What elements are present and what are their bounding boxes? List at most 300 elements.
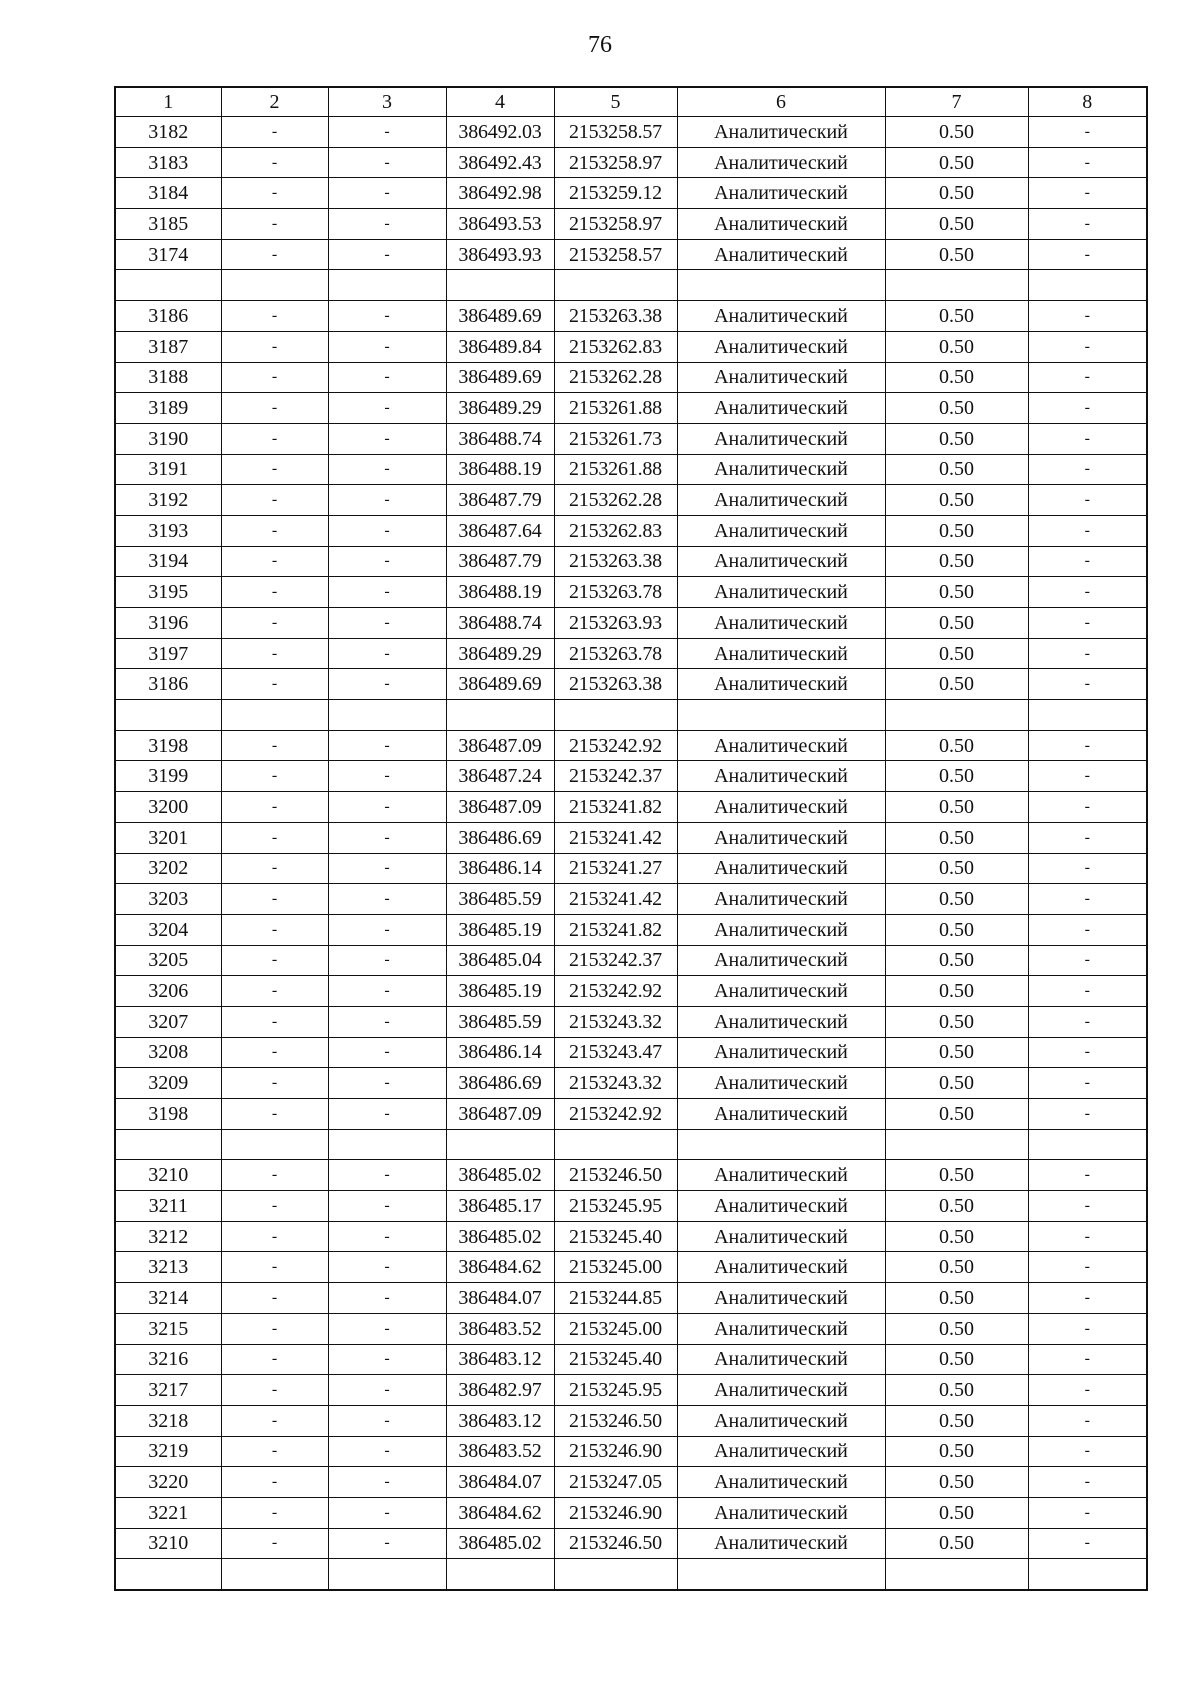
col-3-cell: - bbox=[328, 515, 446, 546]
col-8-cell: - bbox=[1028, 239, 1147, 270]
col-2-cell: - bbox=[221, 147, 328, 178]
table-row bbox=[115, 1283, 1147, 1314]
table-row bbox=[115, 1160, 1147, 1191]
col-3-cell: - bbox=[328, 147, 446, 178]
y-coordinate-cell: 2153259.12 bbox=[554, 178, 677, 209]
table-row bbox=[115, 393, 1147, 424]
method-cell: Аналитический bbox=[677, 454, 885, 485]
y-coordinate-cell: 2153262.83 bbox=[554, 331, 677, 362]
y-coordinate-cell: 2153245.00 bbox=[554, 1313, 677, 1344]
col-3-cell: - bbox=[328, 454, 446, 485]
table-row bbox=[115, 423, 1147, 454]
accuracy-cell: 0.50 bbox=[885, 1099, 1028, 1130]
x-coordinate-cell: 386487.09 bbox=[446, 792, 554, 823]
table-row bbox=[115, 1405, 1147, 1436]
col-3-cell: - bbox=[328, 485, 446, 516]
table-row bbox=[115, 117, 1147, 148]
col-8-cell: - bbox=[1028, 853, 1147, 884]
method-cell: Аналитический bbox=[677, 1313, 885, 1344]
y-coordinate-cell: 2153261.73 bbox=[554, 423, 677, 454]
x-coordinate-cell: 386485.17 bbox=[446, 1191, 554, 1222]
x-coordinate-cell: 386483.52 bbox=[446, 1313, 554, 1344]
x-coordinate-cell: 386484.62 bbox=[446, 1252, 554, 1283]
x-coordinate-cell bbox=[446, 1129, 554, 1160]
col-2-cell: - bbox=[221, 1528, 328, 1559]
point-number-cell: 3210 bbox=[115, 1528, 221, 1559]
table-row bbox=[115, 331, 1147, 362]
y-coordinate-cell: 2153242.92 bbox=[554, 976, 677, 1007]
x-coordinate-cell: 386484.07 bbox=[446, 1467, 554, 1498]
col-2-cell: - bbox=[221, 393, 328, 424]
point-number-cell: 3204 bbox=[115, 914, 221, 945]
method-cell: Аналитический bbox=[677, 1252, 885, 1283]
accuracy-cell: 0.50 bbox=[885, 1313, 1028, 1344]
col-8-cell: - bbox=[1028, 1099, 1147, 1130]
accuracy-cell: 0.50 bbox=[885, 792, 1028, 823]
point-number-cell: 3183 bbox=[115, 147, 221, 178]
x-coordinate-cell bbox=[446, 1559, 554, 1590]
table-row bbox=[115, 853, 1147, 884]
col-3-cell: - bbox=[328, 393, 446, 424]
col-2-cell bbox=[221, 1129, 328, 1160]
col-2-cell: - bbox=[221, 362, 328, 393]
y-coordinate-cell: 2153261.88 bbox=[554, 393, 677, 424]
point-number-cell: 3202 bbox=[115, 853, 221, 884]
method-cell: Аналитический bbox=[677, 1436, 885, 1467]
x-coordinate-cell: 386485.59 bbox=[446, 884, 554, 915]
y-coordinate-cell: 2153246.50 bbox=[554, 1160, 677, 1191]
col-3-cell: - bbox=[328, 1221, 446, 1252]
point-number-cell: 3210 bbox=[115, 1160, 221, 1191]
table-row bbox=[115, 945, 1147, 976]
col-3-cell: - bbox=[328, 945, 446, 976]
method-cell: Аналитический bbox=[677, 577, 885, 608]
y-coordinate-cell bbox=[554, 270, 677, 301]
col-8-cell: - bbox=[1028, 362, 1147, 393]
point-number-cell: 3206 bbox=[115, 976, 221, 1007]
method-cell: Аналитический bbox=[677, 1283, 885, 1314]
col-8-cell: - bbox=[1028, 822, 1147, 853]
separator-row bbox=[115, 1129, 1147, 1160]
separator-row bbox=[115, 1559, 1147, 1590]
table-row bbox=[115, 1375, 1147, 1406]
table-row bbox=[115, 301, 1147, 332]
col-2-cell: - bbox=[221, 608, 328, 639]
point-number-cell: 3221 bbox=[115, 1497, 221, 1528]
col-3-cell: - bbox=[328, 608, 446, 639]
table-row bbox=[115, 761, 1147, 792]
method-cell: Аналитический bbox=[677, 546, 885, 577]
x-coordinate-cell: 386489.69 bbox=[446, 669, 554, 700]
accuracy-cell: 0.50 bbox=[885, 147, 1028, 178]
point-number-cell: 3195 bbox=[115, 577, 221, 608]
column-header-5: 5 bbox=[554, 87, 677, 117]
col-2-cell: - bbox=[221, 331, 328, 362]
y-coordinate-cell: 2153246.90 bbox=[554, 1436, 677, 1467]
col-3-cell bbox=[328, 700, 446, 731]
col-2-cell: - bbox=[221, 301, 328, 332]
point-number-cell: 3191 bbox=[115, 454, 221, 485]
point-number-cell bbox=[115, 700, 221, 731]
point-number-cell: 3214 bbox=[115, 1283, 221, 1314]
y-coordinate-cell bbox=[554, 700, 677, 731]
method-cell: Аналитический bbox=[677, 1006, 885, 1037]
col-2-cell: - bbox=[221, 1375, 328, 1406]
method-cell: Аналитический bbox=[677, 1160, 885, 1191]
col-8-cell: - bbox=[1028, 1037, 1147, 1068]
x-coordinate-cell bbox=[446, 700, 554, 731]
accuracy-cell: 0.50 bbox=[885, 945, 1028, 976]
table-row bbox=[115, 515, 1147, 546]
col-8-cell: - bbox=[1028, 1344, 1147, 1375]
col-2-cell: - bbox=[221, 914, 328, 945]
col-3-cell: - bbox=[328, 577, 446, 608]
y-coordinate-cell: 2153243.32 bbox=[554, 1068, 677, 1099]
col-2-cell bbox=[221, 1559, 328, 1590]
accuracy-cell: 0.50 bbox=[885, 1006, 1028, 1037]
col-8-cell: - bbox=[1028, 761, 1147, 792]
accuracy-cell: 0.50 bbox=[885, 1375, 1028, 1406]
y-coordinate-cell: 2153246.90 bbox=[554, 1497, 677, 1528]
y-coordinate-cell: 2153247.05 bbox=[554, 1467, 677, 1498]
col-3-cell: - bbox=[328, 117, 446, 148]
point-number-cell: 3194 bbox=[115, 546, 221, 577]
x-coordinate-cell: 386488.74 bbox=[446, 423, 554, 454]
method-cell: Аналитический bbox=[677, 608, 885, 639]
y-coordinate-cell: 2153258.97 bbox=[554, 147, 677, 178]
col-2-cell: - bbox=[221, 515, 328, 546]
accuracy-cell: 0.50 bbox=[885, 1344, 1028, 1375]
x-coordinate-cell: 386485.19 bbox=[446, 914, 554, 945]
method-cell: Аналитический bbox=[677, 515, 885, 546]
y-coordinate-cell: 2153245.40 bbox=[554, 1344, 677, 1375]
x-coordinate-cell: 386492.98 bbox=[446, 178, 554, 209]
y-coordinate-cell: 2153242.37 bbox=[554, 945, 677, 976]
page-number: 76 bbox=[588, 32, 612, 58]
x-coordinate-cell: 386487.64 bbox=[446, 515, 554, 546]
method-cell: Аналитический bbox=[677, 884, 885, 915]
col-2-cell: - bbox=[221, 485, 328, 516]
col-3-cell: - bbox=[328, 178, 446, 209]
y-coordinate-cell bbox=[554, 1559, 677, 1590]
accuracy-cell: 0.50 bbox=[885, 331, 1028, 362]
x-coordinate-cell: 386485.19 bbox=[446, 976, 554, 1007]
point-number-cell: 3186 bbox=[115, 669, 221, 700]
y-coordinate-cell: 2153258.57 bbox=[554, 239, 677, 270]
x-coordinate-cell: 386486.69 bbox=[446, 822, 554, 853]
accuracy-cell: 0.50 bbox=[885, 393, 1028, 424]
method-cell: Аналитический bbox=[677, 792, 885, 823]
point-number-cell: 3189 bbox=[115, 393, 221, 424]
col-3-cell: - bbox=[328, 761, 446, 792]
col-3-cell: - bbox=[328, 1099, 446, 1130]
x-coordinate-cell: 386487.09 bbox=[446, 730, 554, 761]
method-cell: Аналитический bbox=[677, 1221, 885, 1252]
x-coordinate-cell: 386485.04 bbox=[446, 945, 554, 976]
method-cell: Аналитический bbox=[677, 147, 885, 178]
accuracy-cell: 0.50 bbox=[885, 976, 1028, 1007]
col-2-cell: - bbox=[221, 209, 328, 240]
method-cell: Аналитический bbox=[677, 393, 885, 424]
y-coordinate-cell: 2153242.37 bbox=[554, 761, 677, 792]
table-row bbox=[115, 1006, 1147, 1037]
column-header-4: 4 bbox=[446, 87, 554, 117]
point-number-cell: 3186 bbox=[115, 301, 221, 332]
table-row bbox=[115, 209, 1147, 240]
col-3-cell: - bbox=[328, 1252, 446, 1283]
y-coordinate-cell: 2153263.78 bbox=[554, 638, 677, 669]
col-2-cell bbox=[221, 700, 328, 731]
method-cell: Аналитический bbox=[677, 914, 885, 945]
accuracy-cell: 0.50 bbox=[885, 1160, 1028, 1191]
col-2-cell: - bbox=[221, 1313, 328, 1344]
point-number-cell: 3188 bbox=[115, 362, 221, 393]
method-cell: Аналитический bbox=[677, 423, 885, 454]
col-8-cell: - bbox=[1028, 546, 1147, 577]
y-coordinate-cell: 2153263.38 bbox=[554, 546, 677, 577]
y-coordinate-cell: 2153245.95 bbox=[554, 1375, 677, 1406]
col-3-cell: - bbox=[328, 239, 446, 270]
accuracy-cell: 0.50 bbox=[885, 1405, 1028, 1436]
table-row bbox=[115, 1068, 1147, 1099]
col-2-cell bbox=[221, 270, 328, 301]
col-2-cell: - bbox=[221, 1252, 328, 1283]
col-3-cell: - bbox=[328, 1037, 446, 1068]
col-2-cell: - bbox=[221, 792, 328, 823]
accuracy-cell: 0.50 bbox=[885, 608, 1028, 639]
accuracy-cell: 0.50 bbox=[885, 669, 1028, 700]
x-coordinate-cell: 386487.09 bbox=[446, 1099, 554, 1130]
x-coordinate-cell: 386493.93 bbox=[446, 239, 554, 270]
x-coordinate-cell: 386489.69 bbox=[446, 301, 554, 332]
col-8-cell: - bbox=[1028, 301, 1147, 332]
method-cell bbox=[677, 1129, 885, 1160]
col-8-cell: - bbox=[1028, 945, 1147, 976]
table-row bbox=[115, 1191, 1147, 1222]
x-coordinate-cell: 386483.12 bbox=[446, 1405, 554, 1436]
y-coordinate-cell: 2153263.78 bbox=[554, 577, 677, 608]
col-2-cell: - bbox=[221, 1467, 328, 1498]
column-header-2: 2 bbox=[221, 87, 328, 117]
col-2-cell: - bbox=[221, 1037, 328, 1068]
point-number-cell bbox=[115, 270, 221, 301]
method-cell: Аналитический bbox=[677, 1344, 885, 1375]
x-coordinate-cell: 386492.03 bbox=[446, 117, 554, 148]
method-cell: Аналитический bbox=[677, 178, 885, 209]
accuracy-cell: 0.50 bbox=[885, 1497, 1028, 1528]
accuracy-cell: 0.50 bbox=[885, 1252, 1028, 1283]
point-number-cell: 3217 bbox=[115, 1375, 221, 1406]
col-3-cell: - bbox=[328, 1191, 446, 1222]
col-8-cell: - bbox=[1028, 638, 1147, 669]
col-3-cell: - bbox=[328, 1006, 446, 1037]
x-coordinate-cell: 386485.02 bbox=[446, 1221, 554, 1252]
table-row bbox=[115, 1037, 1147, 1068]
accuracy-cell: 0.50 bbox=[885, 914, 1028, 945]
col-3-cell: - bbox=[328, 1160, 446, 1191]
col-2-cell: - bbox=[221, 669, 328, 700]
x-coordinate-cell: 386489.29 bbox=[446, 393, 554, 424]
col-3-cell bbox=[328, 1129, 446, 1160]
col-3-cell: - bbox=[328, 853, 446, 884]
column-header-7: 7 bbox=[885, 87, 1028, 117]
table-row bbox=[115, 914, 1147, 945]
x-coordinate-cell: 386489.84 bbox=[446, 331, 554, 362]
column-header-6: 6 bbox=[677, 87, 885, 117]
method-cell: Аналитический bbox=[677, 1467, 885, 1498]
method-cell: Аналитический bbox=[677, 669, 885, 700]
col-8-cell: - bbox=[1028, 454, 1147, 485]
method-cell: Аналитический bbox=[677, 1037, 885, 1068]
col-2-cell: - bbox=[221, 822, 328, 853]
x-coordinate-cell: 386485.59 bbox=[446, 1006, 554, 1037]
col-3-cell: - bbox=[328, 301, 446, 332]
x-coordinate-cell: 386483.12 bbox=[446, 1344, 554, 1375]
point-number-cell: 3187 bbox=[115, 331, 221, 362]
method-cell: Аналитический bbox=[677, 239, 885, 270]
accuracy-cell: 0.50 bbox=[885, 853, 1028, 884]
col-8-cell: - bbox=[1028, 577, 1147, 608]
col-2-cell: - bbox=[221, 1405, 328, 1436]
accuracy-cell bbox=[885, 1129, 1028, 1160]
col-3-cell: - bbox=[328, 884, 446, 915]
col-3-cell: - bbox=[328, 638, 446, 669]
point-number-cell bbox=[115, 1559, 221, 1590]
method-cell: Аналитический bbox=[677, 1191, 885, 1222]
table-row bbox=[115, 239, 1147, 270]
col-2-cell: - bbox=[221, 1283, 328, 1314]
col-2-cell: - bbox=[221, 1099, 328, 1130]
col-2-cell: - bbox=[221, 546, 328, 577]
method-cell: Аналитический bbox=[677, 362, 885, 393]
col-8-cell: - bbox=[1028, 515, 1147, 546]
col-8-cell: - bbox=[1028, 1191, 1147, 1222]
table-row bbox=[115, 608, 1147, 639]
accuracy-cell: 0.50 bbox=[885, 209, 1028, 240]
col-8-cell: - bbox=[1028, 1283, 1147, 1314]
table-row bbox=[115, 577, 1147, 608]
method-cell: Аналитический bbox=[677, 301, 885, 332]
col-8-cell bbox=[1028, 1559, 1147, 1590]
method-cell: Аналитический bbox=[677, 761, 885, 792]
point-number-cell: 3193 bbox=[115, 515, 221, 546]
col-8-cell bbox=[1028, 1129, 1147, 1160]
col-8-cell: - bbox=[1028, 117, 1147, 148]
method-cell: Аналитический bbox=[677, 485, 885, 516]
table-row bbox=[115, 485, 1147, 516]
col-3-cell: - bbox=[328, 1436, 446, 1467]
col-2-cell: - bbox=[221, 761, 328, 792]
accuracy-cell bbox=[885, 1559, 1028, 1590]
point-number-cell: 3182 bbox=[115, 117, 221, 148]
col-3-cell: - bbox=[328, 1528, 446, 1559]
x-coordinate-cell: 386484.62 bbox=[446, 1497, 554, 1528]
col-2-cell: - bbox=[221, 1436, 328, 1467]
col-8-cell: - bbox=[1028, 209, 1147, 240]
table-row bbox=[115, 976, 1147, 1007]
col-8-cell: - bbox=[1028, 1436, 1147, 1467]
accuracy-cell bbox=[885, 700, 1028, 731]
accuracy-cell: 0.50 bbox=[885, 1467, 1028, 1498]
accuracy-cell: 0.50 bbox=[885, 1283, 1028, 1314]
point-number-cell: 3208 bbox=[115, 1037, 221, 1068]
col-8-cell: - bbox=[1028, 1252, 1147, 1283]
point-number-cell: 3211 bbox=[115, 1191, 221, 1222]
col-3-cell: - bbox=[328, 730, 446, 761]
table-row bbox=[115, 1497, 1147, 1528]
col-3-cell bbox=[328, 1559, 446, 1590]
method-cell: Аналитический bbox=[677, 1405, 885, 1436]
x-coordinate-cell bbox=[446, 270, 554, 301]
point-number-cell: 3216 bbox=[115, 1344, 221, 1375]
method-cell: Аналитический bbox=[677, 1099, 885, 1130]
col-8-cell: - bbox=[1028, 178, 1147, 209]
col-8-cell: - bbox=[1028, 976, 1147, 1007]
col-8-cell: - bbox=[1028, 884, 1147, 915]
col-2-cell: - bbox=[221, 178, 328, 209]
table-row bbox=[115, 1252, 1147, 1283]
y-coordinate-cell: 2153241.42 bbox=[554, 822, 677, 853]
y-coordinate-cell: 2153258.57 bbox=[554, 117, 677, 148]
col-3-cell: - bbox=[328, 976, 446, 1007]
table-row bbox=[115, 546, 1147, 577]
x-coordinate-cell: 386489.29 bbox=[446, 638, 554, 669]
y-coordinate-cell: 2153245.40 bbox=[554, 1221, 677, 1252]
point-number-cell: 3184 bbox=[115, 178, 221, 209]
col-3-cell: - bbox=[328, 822, 446, 853]
col-8-cell: - bbox=[1028, 914, 1147, 945]
separator-row bbox=[115, 270, 1147, 301]
point-number-cell: 3192 bbox=[115, 485, 221, 516]
header-row bbox=[115, 87, 1147, 117]
x-coordinate-cell: 386483.52 bbox=[446, 1436, 554, 1467]
accuracy-cell: 0.50 bbox=[885, 546, 1028, 577]
y-coordinate-cell: 2153262.28 bbox=[554, 362, 677, 393]
x-coordinate-cell: 386482.97 bbox=[446, 1375, 554, 1406]
col-8-cell: - bbox=[1028, 792, 1147, 823]
point-number-cell: 3207 bbox=[115, 1006, 221, 1037]
col-2-cell: - bbox=[221, 1221, 328, 1252]
point-number-cell: 3196 bbox=[115, 608, 221, 639]
y-coordinate-cell bbox=[554, 1129, 677, 1160]
col-3-cell: - bbox=[328, 331, 446, 362]
col-2-cell: - bbox=[221, 1497, 328, 1528]
accuracy-cell: 0.50 bbox=[885, 577, 1028, 608]
y-coordinate-cell: 2153244.85 bbox=[554, 1283, 677, 1314]
table-row bbox=[115, 1436, 1147, 1467]
y-coordinate-cell: 2153245.00 bbox=[554, 1252, 677, 1283]
table-row bbox=[115, 178, 1147, 209]
point-number-cell: 3198 bbox=[115, 730, 221, 761]
accuracy-cell: 0.50 bbox=[885, 884, 1028, 915]
col-8-cell: - bbox=[1028, 485, 1147, 516]
method-cell: Аналитический bbox=[677, 209, 885, 240]
col-3-cell: - bbox=[328, 209, 446, 240]
method-cell: Аналитический bbox=[677, 1497, 885, 1528]
point-number-cell: 3198 bbox=[115, 1099, 221, 1130]
col-8-cell: - bbox=[1028, 1006, 1147, 1037]
method-cell: Аналитический bbox=[677, 853, 885, 884]
point-number-cell: 3201 bbox=[115, 822, 221, 853]
point-number-cell: 3203 bbox=[115, 884, 221, 915]
method-cell: Аналитический bbox=[677, 638, 885, 669]
coordinates-table bbox=[114, 86, 1148, 1591]
point-number-cell: 3205 bbox=[115, 945, 221, 976]
col-8-cell: - bbox=[1028, 1221, 1147, 1252]
x-coordinate-cell: 386484.07 bbox=[446, 1283, 554, 1314]
x-coordinate-cell: 386493.53 bbox=[446, 209, 554, 240]
col-8-cell: - bbox=[1028, 393, 1147, 424]
